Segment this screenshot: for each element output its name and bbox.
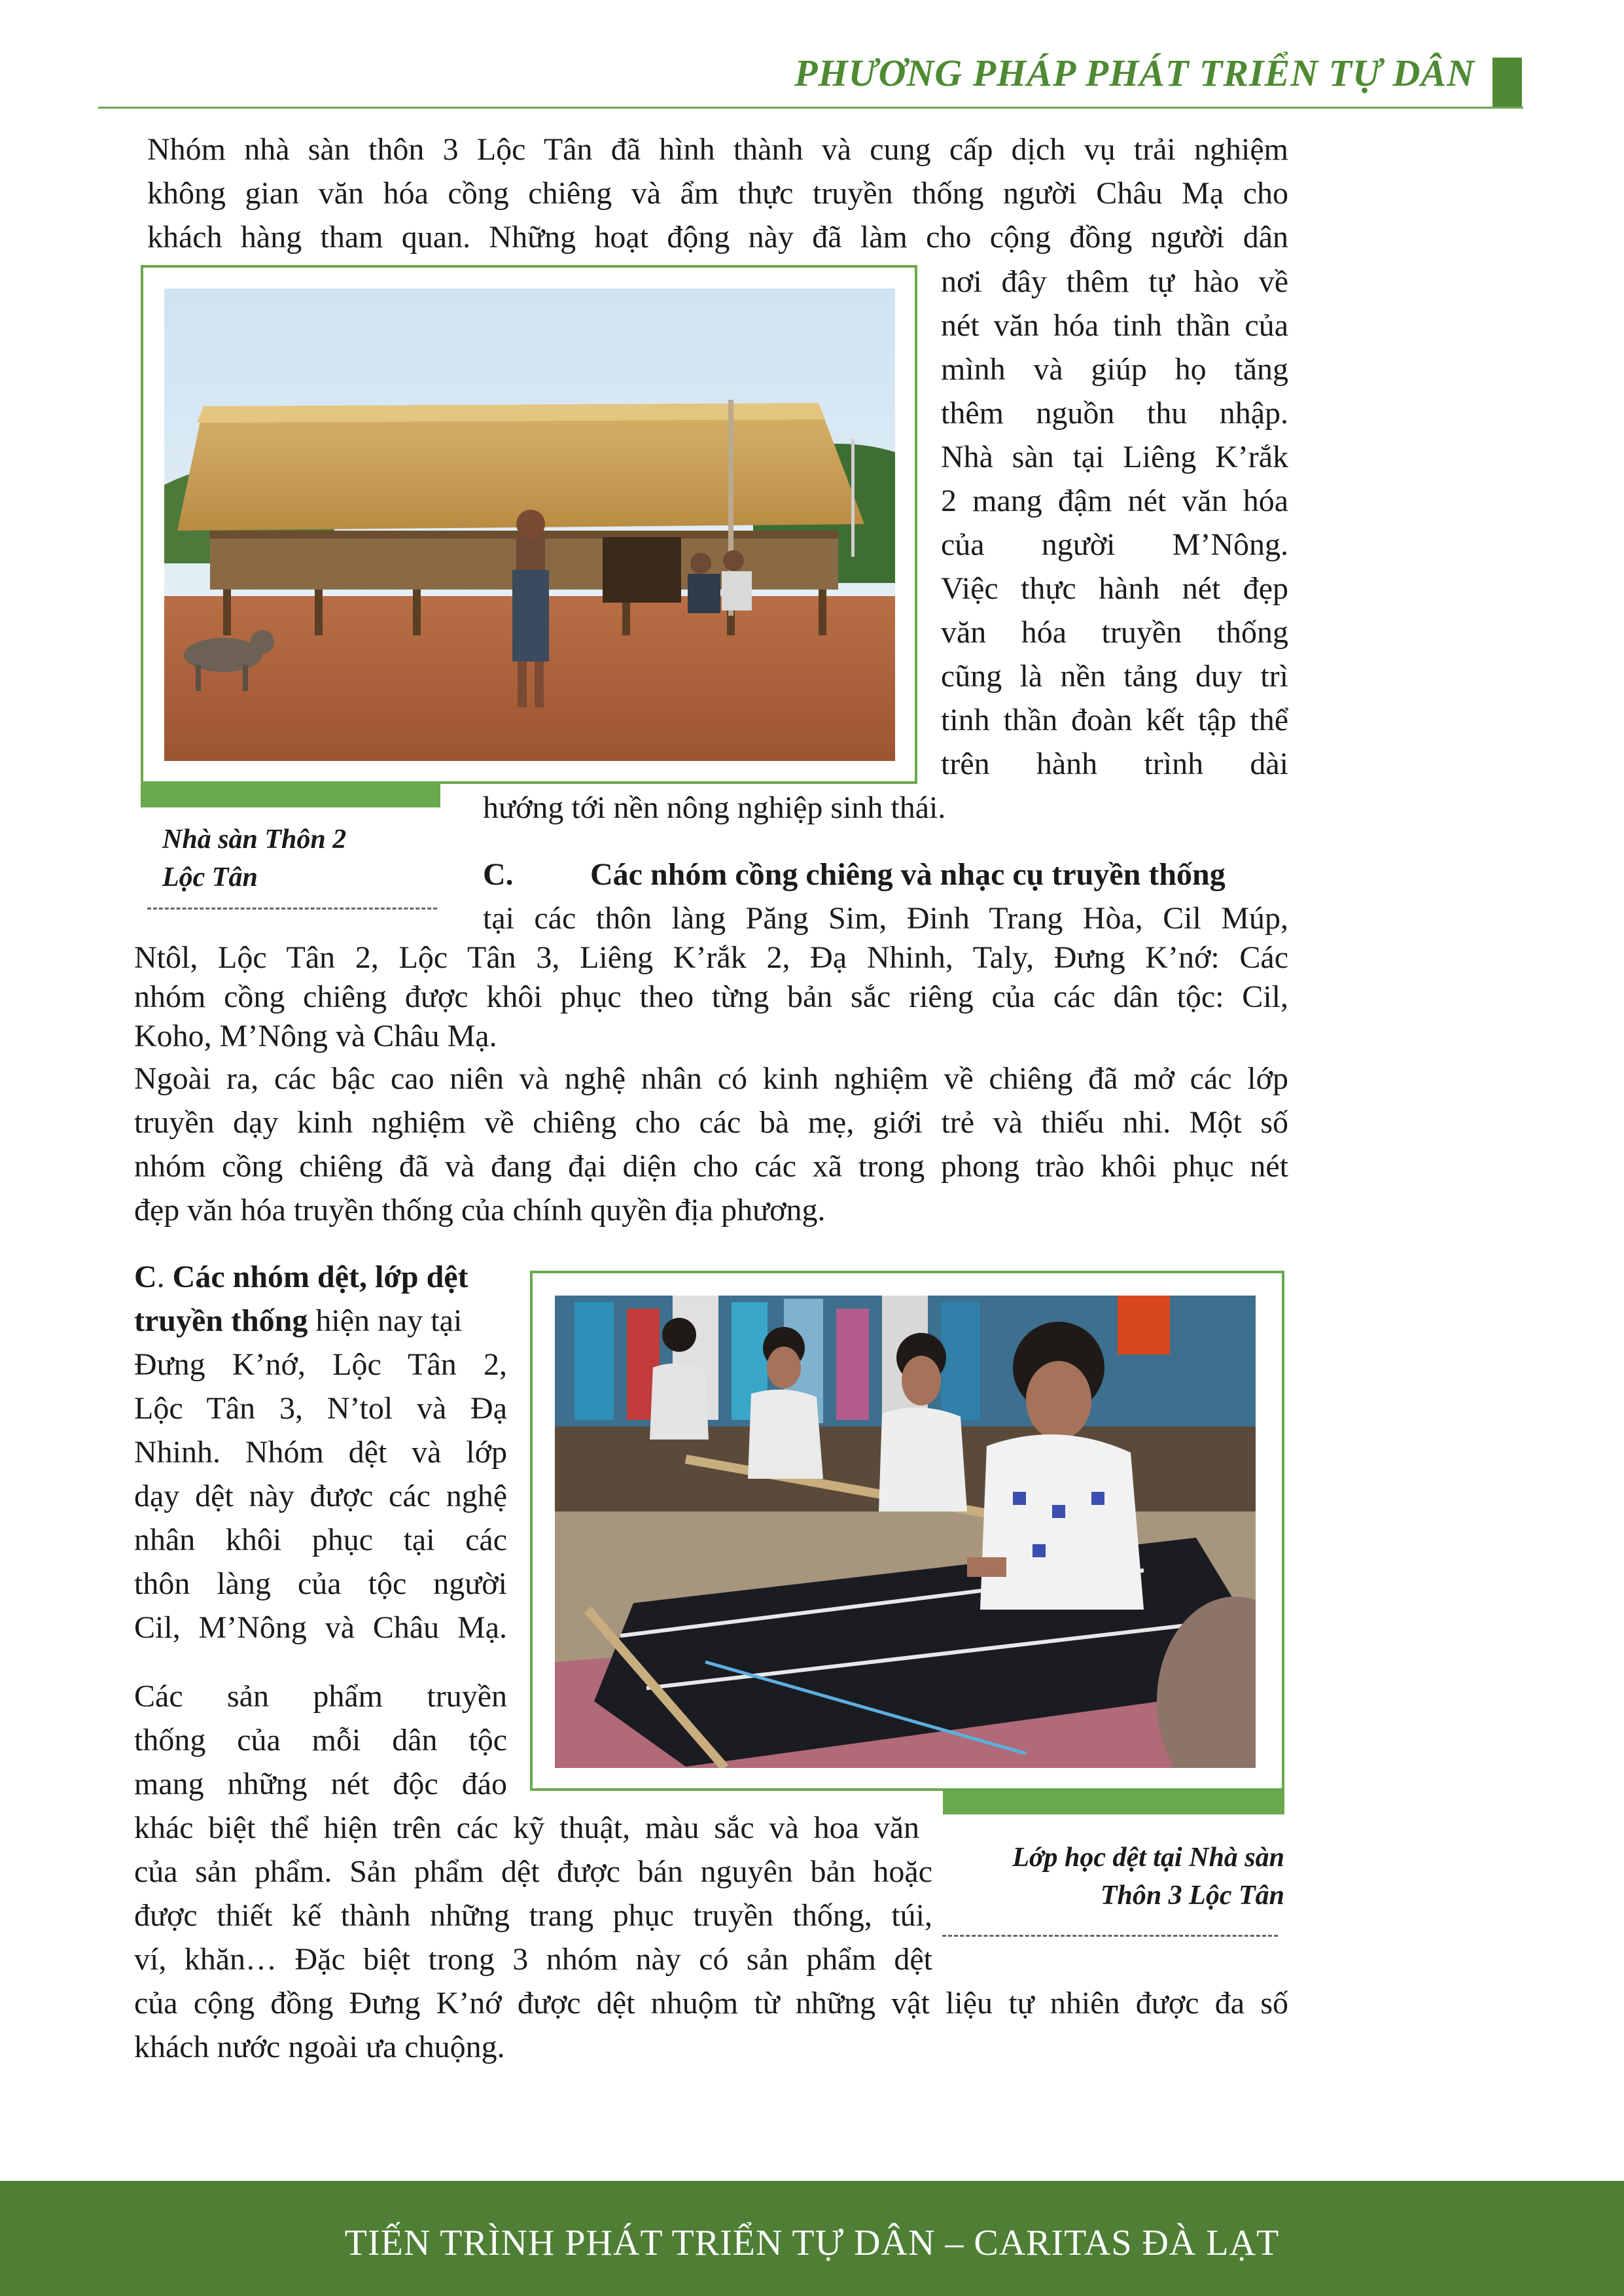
inline-text: hiện nay tại: [308, 1303, 463, 1338]
section-heading: [134, 1255, 468, 1299]
paragraph-line: Nhóm nhà sàn thôn 3 Lộc Tân đã hình thành và cung cấp dịch vụ trải nghiệm: [147, 132, 1288, 167]
paragraph-line: 2 mang đậm nét văn hóa: [941, 484, 1288, 518]
paragraph-line: Ngoài ra, các bậc cao niên và nghệ nhân có kinh nghiệm về chiêng đã mở các lớp: [134, 1061, 1288, 1096]
paragraph-line: thống của mỗi dân tộc: [134, 1723, 507, 1757]
paragraph-line: [134, 1299, 462, 1343]
paragraph-line: Nhà sàn tại Liêng K’rắk: [941, 440, 1288, 474]
paragraph-line: Việc thực hành nét đẹp: [941, 571, 1288, 606]
heading-text: Các nhóm dệt, lớp dệt: [164, 1260, 468, 1294]
paragraph-line: truyền dạy kinh nghiệm về chiêng cho các bà mẹ, giới trẻ và thiếu nhi. Một số: [134, 1105, 1288, 1140]
paragraph-line: của cộng đồng Đưng K’nớ được dệt nhuộm từ những vật liệu tự nhiên được đa số: [134, 1986, 1288, 2021]
heading-text: truyền thống: [134, 1303, 308, 1338]
paragraph-line: tinh thần đoàn kết tập thể: [941, 703, 1288, 737]
weaving-class-photo: [555, 1296, 1256, 1768]
paragraph-line: không gian văn hóa cồng chiêng và ẩm thực truyền thống người Châu Mạ cho: [147, 176, 1288, 211]
paragraph-line: thôn làng của tộc người: [134, 1566, 507, 1601]
paragraph-line: Các sản phẩm truyền: [134, 1679, 507, 1714]
paragraph-line: mang những nét độc đáo: [134, 1767, 507, 1801]
footer-text: TIẾN TRÌNH PHÁT TRIỂN TỰ DÂN – CARITAS ĐÀ LẠT: [344, 2223, 1280, 2263]
paragraph-line: hướng tới nền nông nghiệp sinh thái.: [483, 790, 946, 825]
section-heading: Các nhóm cồng chiêng và nhạc cụ truyền thống: [590, 857, 1226, 892]
caption-divider: [147, 908, 437, 910]
paragraph-line: mình và giúp họ tăng: [941, 352, 1288, 387]
caption-accent-bar: [141, 784, 440, 807]
paragraph-line: nét văn hóa tinh thần của: [941, 308, 1288, 343]
heading-dot: .: [156, 1260, 165, 1294]
caption-divider: [942, 1935, 1278, 1937]
paragraph-line: khác biệt thể hiện trên các kỹ thuật, màu sắc và hoa văn: [134, 1810, 919, 1845]
paragraph-line: Nhinh. Nhóm dệt và lớp: [134, 1435, 507, 1470]
paragraph-line: Koho, M’Nông và Châu Mạ.: [134, 1019, 497, 1053]
paragraph-line: của sản phẩm. Sản phẩm dệt được bán nguyên bản hoặc: [134, 1854, 932, 1889]
header-accent-block: [1492, 58, 1522, 109]
figure-caption: Thôn 3 Lộc Tân: [1100, 1881, 1284, 1911]
paragraph-line: đẹp văn hóa truyền thống của chính quyền địa phương.: [134, 1193, 826, 1227]
paragraph-line: văn hóa truyền thống: [941, 615, 1288, 650]
paragraph-line: dạy dệt này được các nghệ: [134, 1479, 507, 1513]
section-label: C.: [483, 857, 514, 892]
figure-caption: Lộc Tân: [162, 862, 258, 892]
paragraph-line: của người M’Nông.: [941, 527, 1288, 562]
paragraph-line: nhóm cồng chiêng đã và đang đại diện cho các xã trong phong trào khôi phục nét: [134, 1149, 1288, 1184]
figure-caption: Nhà sàn Thôn 2: [162, 824, 347, 855]
paragraph-line: ví, khăn… Đặc biệt trong 3 nhóm này có sản phẩm dệt: [134, 1942, 932, 1977]
stilt-house-photo: [164, 289, 895, 761]
figure-caption: Lớp học dệt tại Nhà sàn: [1012, 1843, 1284, 1873]
figure-weaving-frame: [530, 1271, 1284, 1791]
paragraph-line: Cil, M’Nông và Châu Mạ.: [134, 1610, 507, 1645]
paragraph-line: nhân khôi phục tại các: [134, 1523, 507, 1557]
caption-accent-bar: [943, 1791, 1284, 1814]
paragraph-line: khách nước ngoài ưa chuộng.: [134, 2030, 505, 2064]
section-label: C: [134, 1260, 157, 1294]
paragraph-line: cũng là nền tảng duy trì: [941, 659, 1288, 694]
paragraph-line: nơi đây thêm tự hào về: [941, 264, 1288, 299]
paragraph-line: được thiết kế thành những trang phục truyền thống, túi,: [134, 1898, 932, 1933]
paragraph-line: thêm nguồn thu nhập.: [941, 396, 1288, 431]
paragraph-line: Lộc Tân 3, N’tol và Đạ: [134, 1391, 507, 1426]
paragraph-line: tại các thôn làng Păng Sim, Đinh Trang Hòa, Cil Múp,: [483, 901, 1288, 936]
header-rule: [98, 107, 1523, 109]
paragraph-line: Đưng K’nớ, Lộc Tân 2,: [134, 1347, 507, 1382]
figure-stilt-house-frame: [141, 265, 917, 784]
paragraph-line: nhóm cồng chiêng được khôi phục theo từng bản sắc riêng của các dân tộc: Cil,: [134, 980, 1288, 1014]
paragraph-line: Ntôl, Lộc Tân 2, Lộc Tân 3, Liêng K’rắk 2, Đạ Nhinh, Taly, Đưng K’nớ: Các: [134, 940, 1288, 975]
paragraph-line: khách hàng tham quan. Những hoạt động này đã làm cho cộng đồng người dân: [147, 220, 1288, 255]
running-header-title: PHƯƠNG PHÁP PHÁT TRIỂN TỰ DÂN: [794, 52, 1475, 94]
paragraph-line: trên hành trình dài: [941, 747, 1288, 781]
